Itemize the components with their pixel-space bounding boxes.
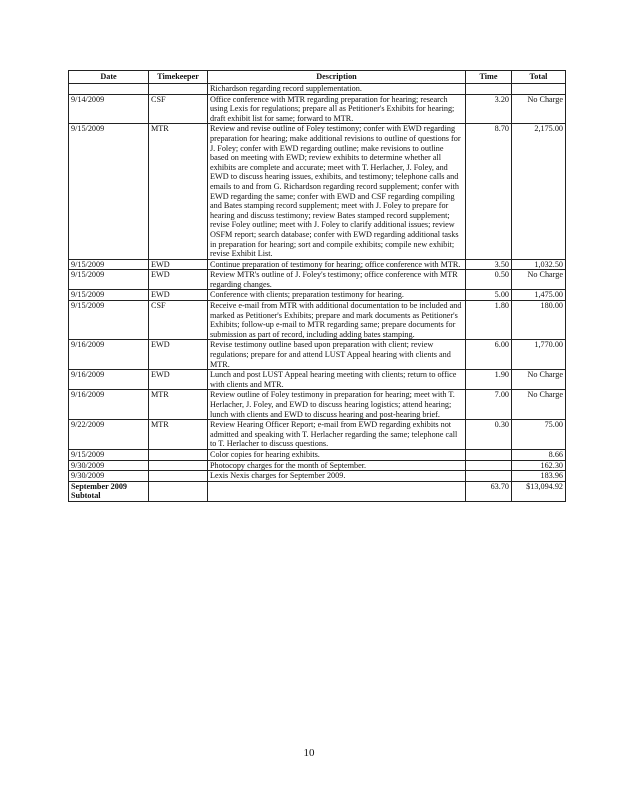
table-row (69, 270, 566, 290)
cell-timekeeper: CSF (149, 301, 208, 340)
table-row (69, 124, 566, 259)
subtotal-time: 63.70 (466, 481, 512, 501)
table-row (69, 471, 566, 482)
header-timekeeper: Timekeeper (149, 71, 208, 84)
table-row (69, 84, 566, 95)
cell-time: 8.70 (466, 124, 512, 259)
table-row (69, 390, 566, 420)
cell-time: 0.50 (466, 270, 512, 290)
cell-date: 9/15/2009 (69, 259, 149, 270)
cell-timekeeper: EWD (149, 290, 208, 301)
cell-timekeeper: EWD (149, 270, 208, 290)
subtotal-label: September 2009 Subtotal (69, 481, 149, 501)
cell-time: 1.80 (466, 301, 512, 340)
cell-description: Review Hearing Officer Report; e-mail from EWD regarding exhibits not admitted and speaking with T. Herlacher regarding the same; telephone call to T. Herlacher to discuss questions. (208, 420, 466, 450)
cell-total: 1,770.00 (512, 340, 566, 370)
cell-timekeeper (149, 460, 208, 471)
cell-description: Review MTR's outline of J. Foley's testimony; office conference with MTR regarding changes. (208, 270, 466, 290)
table-row (69, 301, 566, 340)
subtotal-total: $13,094.92 (512, 481, 566, 501)
cell-description: Lunch and post LUST Appeal hearing meeting with clients; return to office with clients and MTR. (208, 370, 466, 390)
cell-total: No Charge (512, 390, 566, 420)
cell-timekeeper: MTR (149, 420, 208, 450)
header-time: Time (466, 71, 512, 84)
table-row (69, 420, 566, 450)
cell-time (466, 460, 512, 471)
cell-description: Review and revise outline of Foley testimony; confer with EWD regarding preparation for hearing; make additional revisions to outline of questions for J. Foley; confer with EWD regarding outline; make revisions to outline based on meeting with EWD; review exhibits to determine whether all exhibits are complete and accurate; meet with T. Herlacher, J. Foley, and EWD to discuss hearing issues, exhibits, and testimony; telephone calls and emails to and from G. Richardson regarding record supplement; confer with EWD regarding the same; confer with EWD and CSF regarding compiling and Bates stamping record supplement; meet with J. Foley to prepare for hearing and discuss testimony; review Bates stamped record supplement; revise Foley outline; meet with J. Foley to clarify additional issues; review OSFM report; search database; confer with EWD regarding additional tasks in preparation for hearing; sort and compile exhibits; compile new exhibit; revise Exhibit List. (208, 124, 466, 259)
cell-description: Review outline of Foley testimony in preparation for hearing; meet with T. Herlacher, J. Foley, and EWD to discuss hearing logistics; attend hearing; lunch with clients and EWD to discuss hearing and post-hearing brief. (208, 390, 466, 420)
cell-date: 9/15/2009 (69, 290, 149, 301)
cell-date: 9/16/2009 (69, 340, 149, 370)
cell-description: Receive e-mail from MTR with additional documentation to be included and marked as Petitioner's Exhibits; prepare and mark documents as Petitioner's Exhibits; follow-up e-mail to MTR regarding same; prepare documents for submission as part of record, including adding bates stamping. (208, 301, 466, 340)
cell-date: 9/30/2009 (69, 460, 149, 471)
cell-timekeeper (149, 84, 208, 95)
table-row (69, 290, 566, 301)
cell-total: 8.66 (512, 449, 566, 460)
cell-description: Office conference with MTR regarding preparation for hearing; research using Lexis for regulations; prepare all as Petitioner's Exhibits for hearing; draft exhibit list for same; forward to MTR. (208, 94, 466, 124)
cell-timekeeper: CSF (149, 94, 208, 124)
cell-time: 3.50 (466, 259, 512, 270)
cell-time: 7.00 (466, 390, 512, 420)
header-total: Total (512, 71, 566, 84)
cell-date: 9/15/2009 (69, 449, 149, 460)
cell-date: 9/15/2009 (69, 270, 149, 290)
table-row (69, 460, 566, 471)
cell-time (466, 84, 512, 95)
cell-timekeeper (149, 449, 208, 460)
table-header-row (69, 71, 566, 84)
cell-date: 9/15/2009 (69, 301, 149, 340)
cell-description: Lexis Nexis charges for September 2009. (208, 471, 466, 482)
cell-description: Revise testimony outline based upon preparation with client; review regulations; prepare for and attend LUST Appeal hearing with clients and MTR. (208, 340, 466, 370)
cell-timekeeper: EWD (149, 370, 208, 390)
table-row (69, 340, 566, 370)
cell-total: 180.00 (512, 301, 566, 340)
cell-time: 3.20 (466, 94, 512, 124)
cell-time (466, 471, 512, 482)
cell-time: 5.00 (466, 290, 512, 301)
billing-table (68, 70, 566, 502)
cell-total: 1,475.00 (512, 290, 566, 301)
cell-description: Continue preparation of testimony for hearing; office conference with MTR. (208, 259, 466, 270)
cell-date: 9/30/2009 (69, 471, 149, 482)
cell-timekeeper: MTR (149, 390, 208, 420)
cell-description (208, 481, 466, 501)
cell-total: No Charge (512, 370, 566, 390)
cell-time: 1.90 (466, 370, 512, 390)
cell-date: 9/14/2009 (69, 94, 149, 124)
cell-total: No Charge (512, 94, 566, 124)
cell-description: Photocopy charges for the month of September. (208, 460, 466, 471)
cell-total: 75.00 (512, 420, 566, 450)
cell-date: 9/16/2009 (69, 370, 149, 390)
cell-description: Conference with clients; preparation testimony for hearing. (208, 290, 466, 301)
cell-date: 9/16/2009 (69, 390, 149, 420)
header-description: Description (208, 71, 466, 84)
table-row (69, 449, 566, 460)
cell-time: 6.00 (466, 340, 512, 370)
cell-total: 162.30 (512, 460, 566, 471)
cell-total: No Charge (512, 270, 566, 290)
header-date: Date (69, 71, 149, 84)
cell-total (512, 84, 566, 95)
cell-timekeeper: MTR (149, 124, 208, 259)
cell-total: 183.96 (512, 471, 566, 482)
cell-timekeeper: EWD (149, 259, 208, 270)
cell-description: Color copies for hearing exhibits. (208, 449, 466, 460)
table-row (69, 94, 566, 124)
cell-date: 9/15/2009 (69, 124, 149, 259)
page-number: 10 (303, 747, 315, 759)
cell-total: 2,175.00 (512, 124, 566, 259)
table-row (69, 259, 566, 270)
cell-timekeeper (149, 481, 208, 501)
cell-description: Richardson regarding record supplementation. (208, 84, 466, 95)
cell-time: 0.30 (466, 420, 512, 450)
cell-date (69, 84, 149, 95)
cell-time (466, 449, 512, 460)
cell-total: 1,032.50 (512, 259, 566, 270)
subtotal-row (69, 481, 566, 501)
cell-timekeeper: EWD (149, 340, 208, 370)
cell-date: 9/22/2009 (69, 420, 149, 450)
cell-timekeeper (149, 471, 208, 482)
table-row (69, 370, 566, 390)
